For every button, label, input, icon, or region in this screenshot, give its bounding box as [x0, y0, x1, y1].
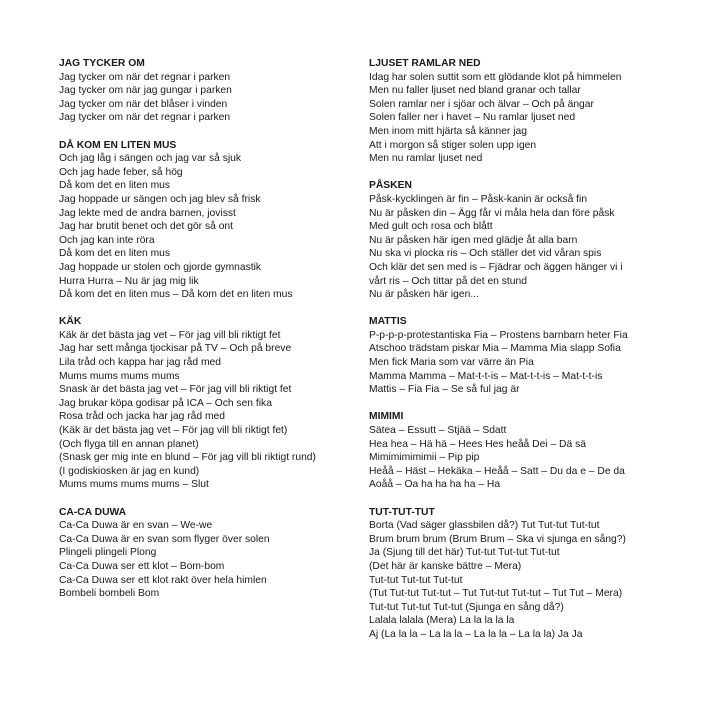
song-tut-tut-tut [369, 506, 659, 642]
song-title: PÅSKEN [369, 180, 412, 192]
lyric-line: Hurra Hurra – Nu är jag mig lik [59, 275, 199, 287]
lyric-line: Men nu ramlar ljuset ned [369, 153, 483, 165]
lyric-line: Och jag låg i sängen och jag var så sjuk [59, 153, 242, 165]
song-title: TUT-TUT-TUT [369, 506, 435, 518]
lyric-line: Bombeli bombeli Bom [59, 588, 160, 600]
lyric-line: Att i morgon så stiger solen upp igen [369, 139, 537, 151]
song-title: DÅ KOM EN LITEN MUS [59, 139, 177, 151]
song-da-kom-en-liten-mus [59, 139, 359, 302]
lyric-line: Sätea – Essutt – Stjää – Sdatt [369, 425, 507, 437]
lyric-line: Solen faller ner i havet – Nu ramlar ljuset ned [369, 112, 576, 124]
lyric-line: Men inom mitt hjärta så känner jag [369, 125, 527, 137]
lyric-line: (Snask ger mig inte en blund – För jag vill bli riktigt rund) [59, 452, 316, 464]
lyric-line: Atschoo trädstam piskar Mia – Mamma Mia slapp Sofia [369, 343, 621, 355]
lyric-line: Heåå – Häst – Hekäka – Heåå – Satt – Du da e – De da [369, 465, 625, 477]
song-title: LJUSET RAMLAR NED [369, 58, 481, 69]
lyric-line: Ja (Sjung till det här) Tut-tut Tut-tut Tut-tut [369, 547, 560, 559]
lyric-line: Jag har sett många tjockisar på TV – Och på breve [59, 343, 292, 355]
song-kak [59, 315, 359, 492]
lyric-line: Aj (La la la – La la la – La la la – La la la) Ja Ja [369, 628, 583, 640]
lyric-line: Rosa tråd och jacka har jag råd med [59, 411, 225, 423]
lyric-line: Nu är påsken här igen... [369, 289, 479, 301]
lyric-line: Jag tycker om när det regnar i parken [59, 71, 231, 83]
song-ca-ca-duwa [59, 506, 359, 601]
lyric-line: Jag lekte med de andra barnen, jovisst [59, 207, 236, 219]
lyric-line: Då kom det en liten mus – Då kom det en liten mus [59, 289, 293, 301]
lyric-line: Och jag kan inte röra [59, 234, 155, 246]
right-column [369, 57, 659, 655]
lyric-line: Nu är påsken din – Ägg får vi måla hela dan före påsk [369, 207, 615, 219]
lyric-line: Med gult och rosa och blått [369, 221, 493, 233]
lyric-line: Jag tycker om när det regnar i parken [59, 112, 231, 124]
lyric-line: Påsk-kycklingen är fin – Påsk-kanin är också fin [369, 193, 588, 205]
lyric-line: Tut-tut Tut-tut Tut-tut [369, 574, 463, 586]
lyric-line: (Det här är kanske bättre – Mera) [369, 560, 522, 572]
lyric-line: Brum brum brum (Brum Brum – Ska vi sjunga en sång?) [369, 533, 626, 545]
lyric-line: Ca-Ca Duwa ser ett klot rakt över hela himlen [59, 574, 267, 586]
lyric-line: vårt ris – Och tittar på det en stund [369, 275, 527, 287]
lyric-line: Mattis – Fia Fia – Se så ful jag är [369, 384, 520, 396]
song-mimimi [369, 410, 659, 492]
lyric-line: (Och flyga till en annan planet) [59, 438, 199, 450]
lyric-line: Mums mums mums mums [59, 370, 180, 382]
song-title: CA-CA DUWA [59, 506, 127, 518]
lyric-line: Ca-Ca Duwa är en svan – We-we [59, 520, 213, 532]
left-column [59, 57, 359, 614]
song-title: MATTIS [369, 316, 407, 328]
lyric-line: Borta (Vad säger glassbilen då?) Tut Tut-tut Tut-tut [369, 520, 600, 532]
lyric-line: Snask är det bästa jag vet – För jag vill bli riktigt fet [59, 384, 292, 396]
lyric-line: Plingeli plingeli Plong [59, 547, 157, 559]
lyric-line: Mums mums mums mums – Slut [59, 479, 209, 491]
lyric-line: Idag har solen suttit som ett glödande klot på himmelen [369, 71, 622, 83]
song-pasken [369, 179, 659, 301]
song-title: JAG TYCKER OM [59, 58, 145, 69]
lyric-line: (Käk är det bästa jag vet – För jag vill bli riktigt fet) [59, 425, 288, 437]
lyric-line: Och klär det sen med is – Fjädrar och äggen hänger vi i [369, 261, 623, 273]
song-ljuset-ramlar-ned [369, 57, 659, 166]
song-mattis [369, 315, 659, 397]
lyric-line: Jag har brutit benet och det gör så ont [59, 221, 234, 233]
song-title: KÄK [59, 316, 82, 328]
lyric-line: Ca-Ca Duwa är en svan som flyger över solen [59, 533, 270, 545]
lyric-line: Jag hoppade ur stolen och gjorde gymnastik [59, 261, 262, 273]
lyric-line: Men nu faller ljuset ned bland granar och tallar [369, 85, 581, 97]
lyric-line: Tut-tut Tut-tut Tut-tut (Sjunga en sång då?) [369, 601, 564, 613]
lyric-line: Nu är påsken här igen med glädje åt alla barn [369, 234, 578, 246]
lyric-line: Solen ramlar ner i sjöar och älvar – Och på ängar [369, 98, 594, 110]
lyric-line: Och jag hade feber, så hög [59, 166, 183, 178]
lyric-line: Lila tråd och kappa har jag råd med [59, 357, 221, 369]
lyric-line: Då kom det en liten mus [59, 180, 171, 192]
song-title: MIMIMI [369, 411, 404, 423]
lyric-line: Mimimimimimii – Pip pip [369, 452, 480, 464]
lyric-line: Aoåå – Oa ha ha ha ha – Ha [369, 479, 501, 491]
lyric-line: Nu ska vi plocka ris – Och ställer det vid våran spis [369, 248, 602, 260]
lyric-line: Hea hea – Hä hä – Hees Hes heåå Dei – Dä sä [369, 438, 586, 450]
lyric-line: Lalala lalala (Mera) La la la la la [369, 615, 515, 627]
lyric-line: Jag tycker om när jag gungar i parken [59, 85, 232, 97]
lyric-line: Jag brukar köpa godisar på ICA – Och sen fika [59, 397, 272, 409]
lyric-line: (I godiskiosken är jag en kund) [59, 465, 200, 477]
lyric-line: Mamma Mamma – Mat-t-t-is – Mat-t-t-is – Mat-t-t-is [369, 370, 603, 382]
song-jag-tycker-om [59, 57, 359, 125]
lyric-line: Ca-Ca Duwa ser ett klot – Bom-bom [59, 560, 225, 572]
lyric-line: P-p-p-p-protestantiska Fia – Prostens barnbarn heter Fia [369, 329, 628, 341]
lyric-line: Käk är det bästa jag vet – För jag vill bli riktigt fet [59, 329, 281, 341]
lyric-line: Men fick Maria som var värre än Pia [369, 357, 534, 369]
lyric-line: Jag hoppade ur sängen och jag blev så frisk [59, 193, 261, 205]
lyric-line: Jag tycker om när det blåser i vinden [59, 98, 228, 110]
lyric-line: (Tut Tut-tut Tut-tut – Tut Tut-tut Tut-tut – Tut Tut – Mera) [369, 588, 623, 600]
lyric-line: Då kom det en liten mus [59, 248, 171, 260]
